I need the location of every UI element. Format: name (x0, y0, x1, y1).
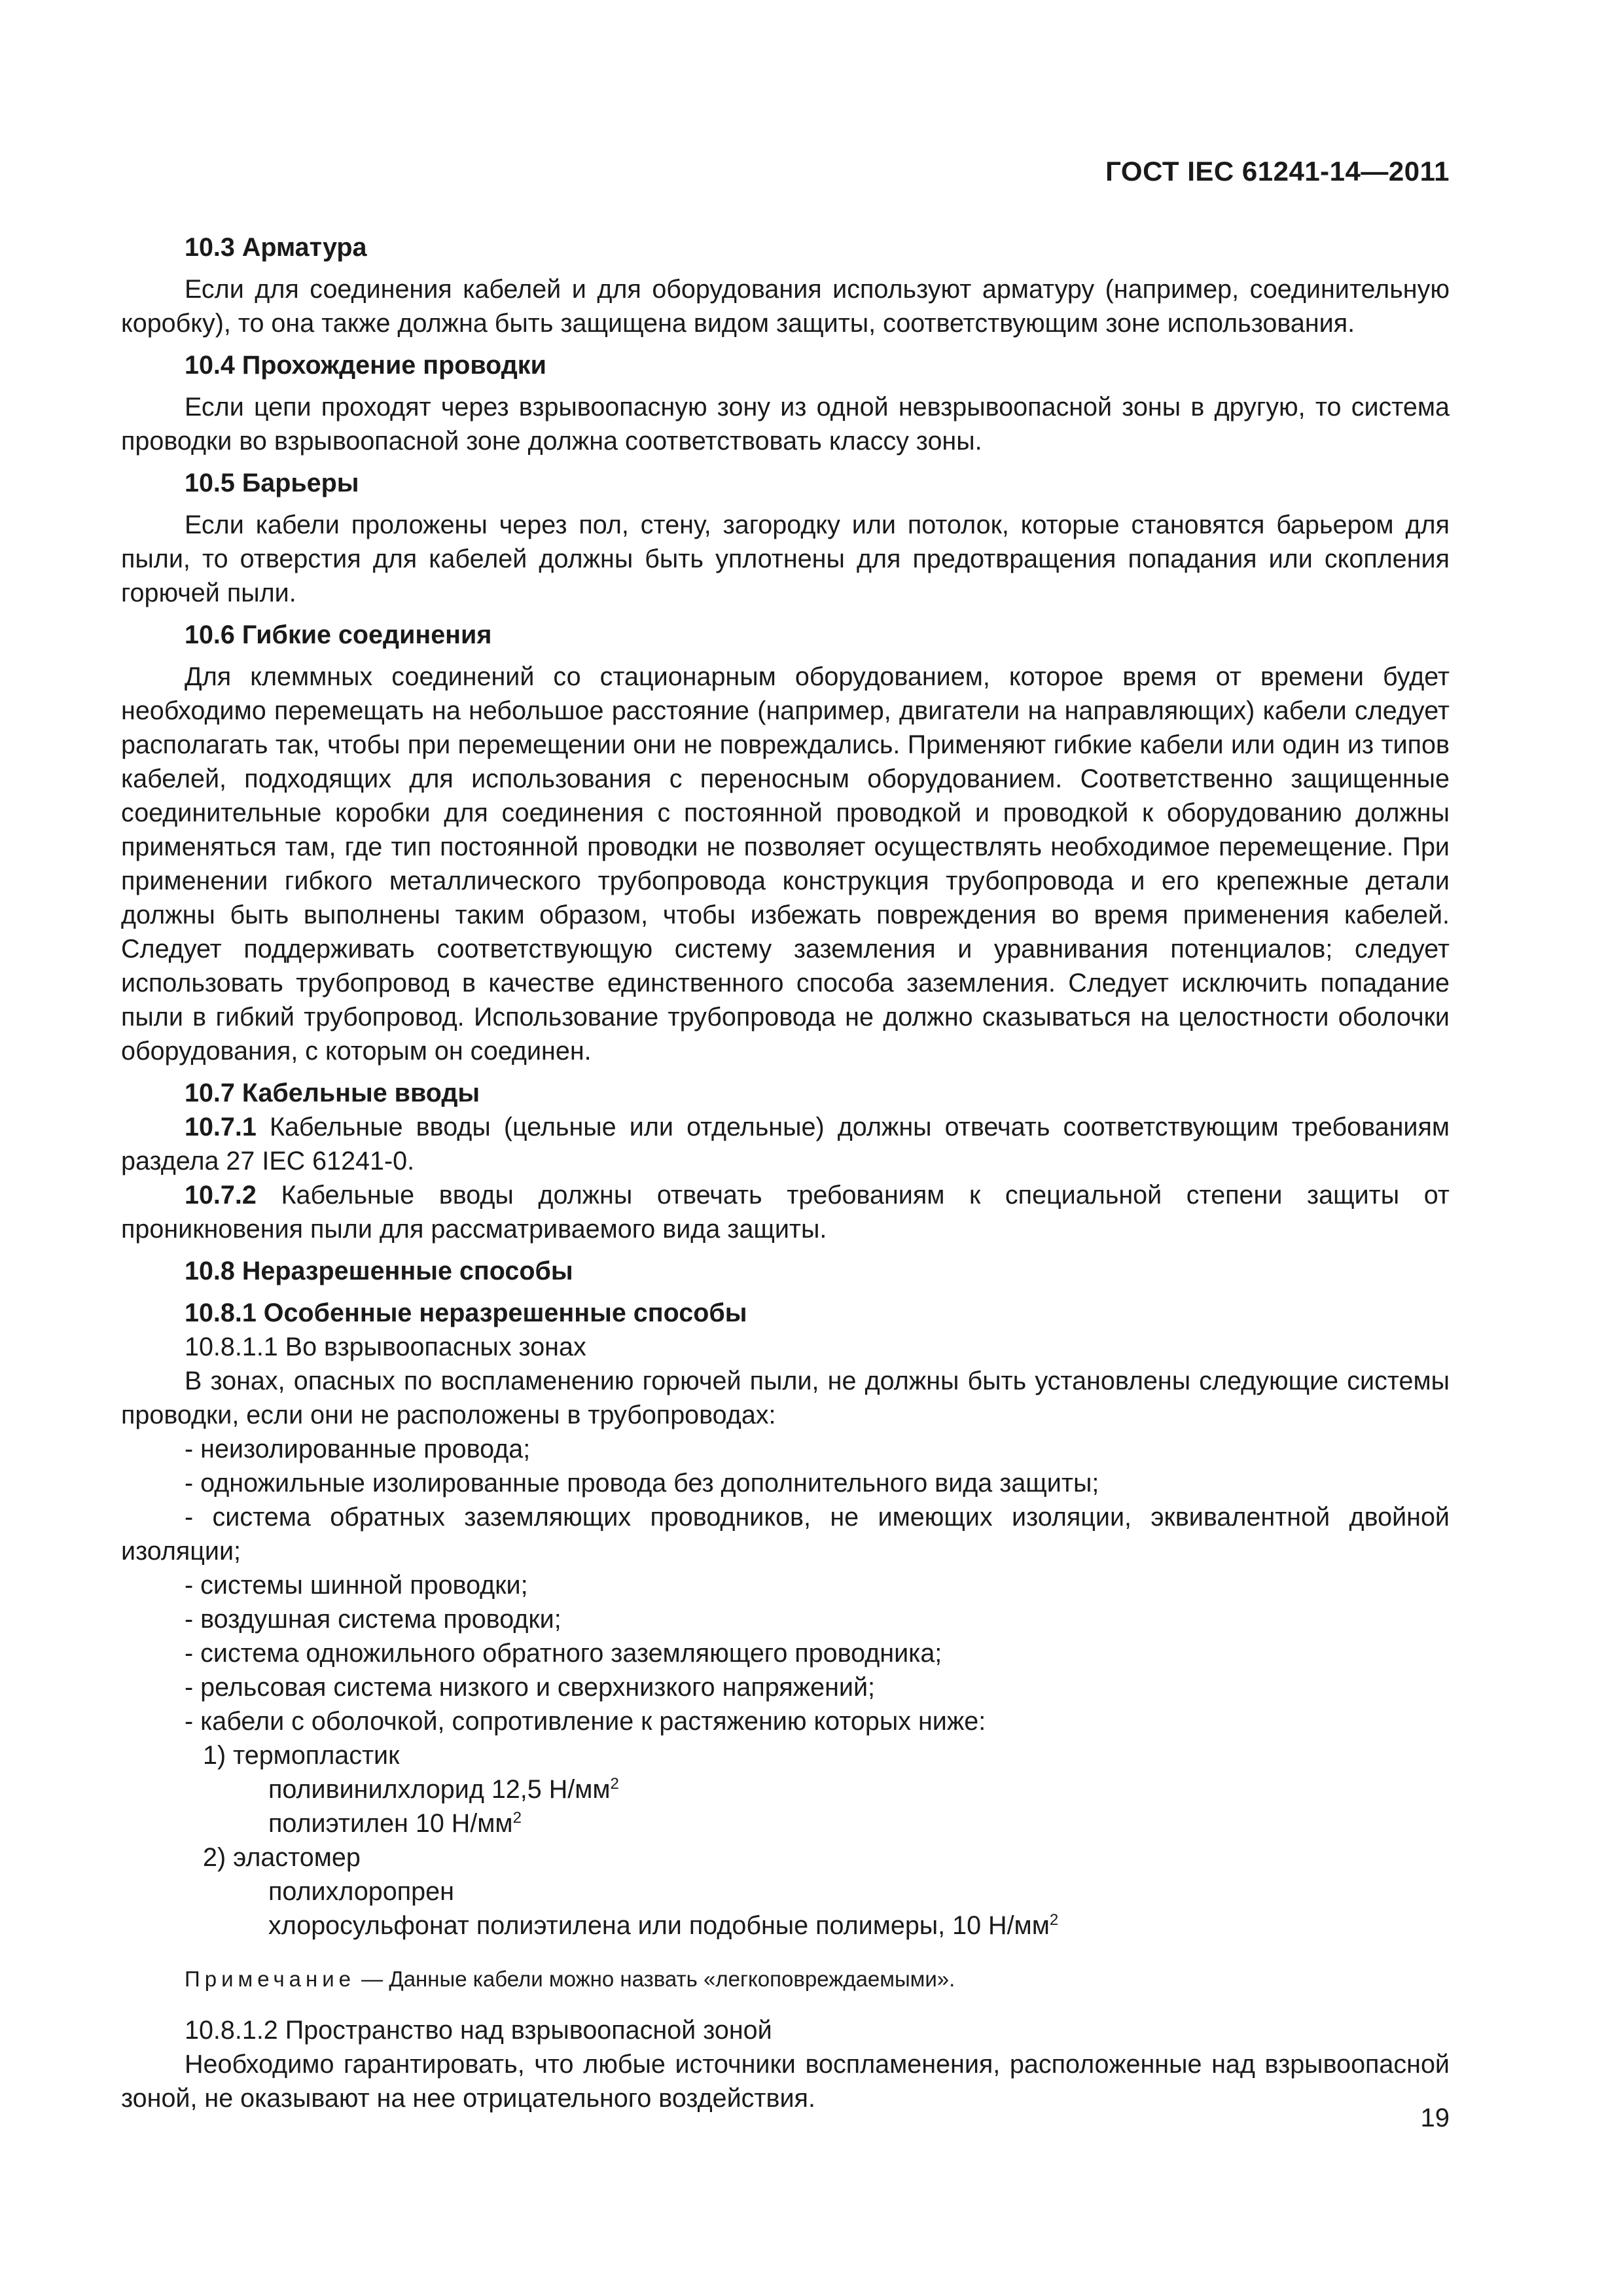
standard-header: ГОСТ IEC 61241-14—2011 (1105, 156, 1450, 187)
paragraph: Если кабели проложены через пол, стену, загородку или потолок, которые становятся барьером для пыли, то отверстия для кабелей должны быть уплотнены для предотвращения попадания или скопления горючей пыли. (121, 511, 1450, 607)
note (121, 1962, 1450, 1996)
section-10-3 (121, 230, 1450, 340)
list-item: - системы шинной проводки; (185, 1571, 528, 1600)
list-item: - система одножильного обратного заземляющего проводника; (185, 1639, 942, 1668)
section-10-6 (121, 618, 1450, 1068)
clause-number: 10.7.1 (185, 1113, 257, 1141)
superscript: 2 (610, 1774, 619, 1793)
paragraph: В зонах, опасных по воспламенению горючей пыли, не должны быть установлены следующие системы проводки, если они не расположены в трубопроводах: (121, 1367, 1450, 1429)
paragraph: Если цепи проходят через взрывоопасную зону из одной невзрывоопасной зоны в другую, то система проводки во взрывоопасной зоне должна соответствовать классу зоны. (121, 393, 1450, 456)
list-item: - кабели с оболочкой, сопротивление к растяжению которых ниже: (185, 1707, 986, 1736)
sub-item: поливинилхлорид 12,5 $Н/мм^2$ (268, 1774, 619, 1804)
note-text: — Данные кабели можно назвать «легкоповреждаемыми». (355, 1967, 955, 1991)
list-item: - одножильные изолированные провода без дополнительного вида защиты; (185, 1469, 1099, 1498)
numbered-item: 2) эластомер (203, 1843, 361, 1872)
sub-item: полихлоропрен (268, 1877, 454, 1906)
section-title: 10.4 Прохождение проводки (185, 351, 546, 380)
list-item: - воздушная система проводки; (185, 1605, 562, 1634)
section-title: 10.8 Неразрешенные способы (185, 1257, 573, 1285)
section-title: 10.5 Барьеры (185, 469, 359, 497)
section-10-5 (121, 466, 1450, 610)
page-number: 19 (1420, 2104, 1450, 2132)
subsection-title: 10.8.1 Особенные неразрешенные способы (185, 1299, 747, 1327)
superscript: 2 (512, 1808, 522, 1827)
wiring-list (121, 1432, 1450, 1738)
section-title: 10.7 Кабельные вводы (185, 1079, 480, 1107)
clause-text: Кабельные вводы должны отвечать требованиям к специальной степени защиты от проникновения пыли для рассматриваемого вида защиты. (121, 1181, 1450, 1244)
paragraph: Необходимо гарантировать, что любые источники воспламенения, расположенные над взрывоопасной зоной, не оказывают на нее отрицательного воздействия. (121, 2050, 1450, 2113)
clause-number: 10.7.2 (185, 1181, 257, 1210)
list-item: - рельсовая система низкого и сверхнизкого напряжений; (185, 1673, 875, 1702)
superscript: 2 (1049, 1910, 1059, 1929)
numbered-item: 1) термопластик (203, 1741, 400, 1770)
paragraph: Для клеммных соединений со стационарным оборудованием, которое время от времени будет необходимо перемещать на небольшое расстояние (например, двигатели на направляющих) кабели следует располагать так, чтобы при перемещении они не повреждались. Применяют гибкие кабели или один из типов кабелей, подходящих для использования с переносным оборудованием. Соответственно защищенные соединительные коробки для соединения с постоянной проводкой и проводкой к оборудованию должны применяться там, где тип постоянной проводки не позволяет осуществлять необходимое перемещение. При применении гибкого металлического трубопровода конструкция трубопровода и его крепежные детали должны быть выполнены таким образом, чтобы избежать повреждения во время применения кабелей. Следует поддерживать соответствующую систему заземления и уравнивания потенциалов; следует использовать трубопровод в качестве единственного способа заземления. Следует исключить попадание пыли в гибкий трубопровод. Использование трубопровода не должно сказываться на целостности оболочки оборудования, с которым он соединен. (121, 662, 1450, 1066)
clause-10-7-1 (121, 1110, 1450, 1178)
list-item: - неизолированные провода; (185, 1435, 531, 1463)
item-title: 10.8.1.1 Во взрывоопасных зонах (185, 1333, 586, 1361)
section-title: 10.6 Гибкие соединения (185, 620, 492, 649)
list-item: - система обратных заземляющих проводников, не имеющих изоляции, эквивалентной двойной изоляции; (121, 1503, 1450, 1566)
section-title: 10.3 Арматура (185, 233, 367, 262)
section-10-4 (121, 348, 1450, 458)
document-body (121, 230, 1450, 2115)
clause-text: Кабельные вводы (цельные или отдельные) должны отвечать соответствующим требованиям раздела 27 IEC 61241-0. (121, 1113, 1450, 1175)
section-10-8 (121, 1254, 1450, 2115)
note-label: Примечание (185, 1967, 356, 1991)
sub-item: хлоросульфонат полиэтилена или подобные полимеры, 10 $Н/мм^2$ (268, 1910, 1059, 1940)
section-10-7 (121, 1076, 1450, 1246)
clause-10-7-2 (121, 1178, 1450, 1246)
sub-item: полиэтилен 10 $Н/мм^2$ (268, 1808, 522, 1838)
paragraph: Если для соединения кабелей и для оборудования используют арматуру (например, соединительную коробку), то она также должна быть защищена видом защиты, соответствующим зоне использования. (121, 275, 1450, 338)
item-title: 10.8.1.2 Пространство над взрывоопасной зоной (185, 2016, 772, 2045)
